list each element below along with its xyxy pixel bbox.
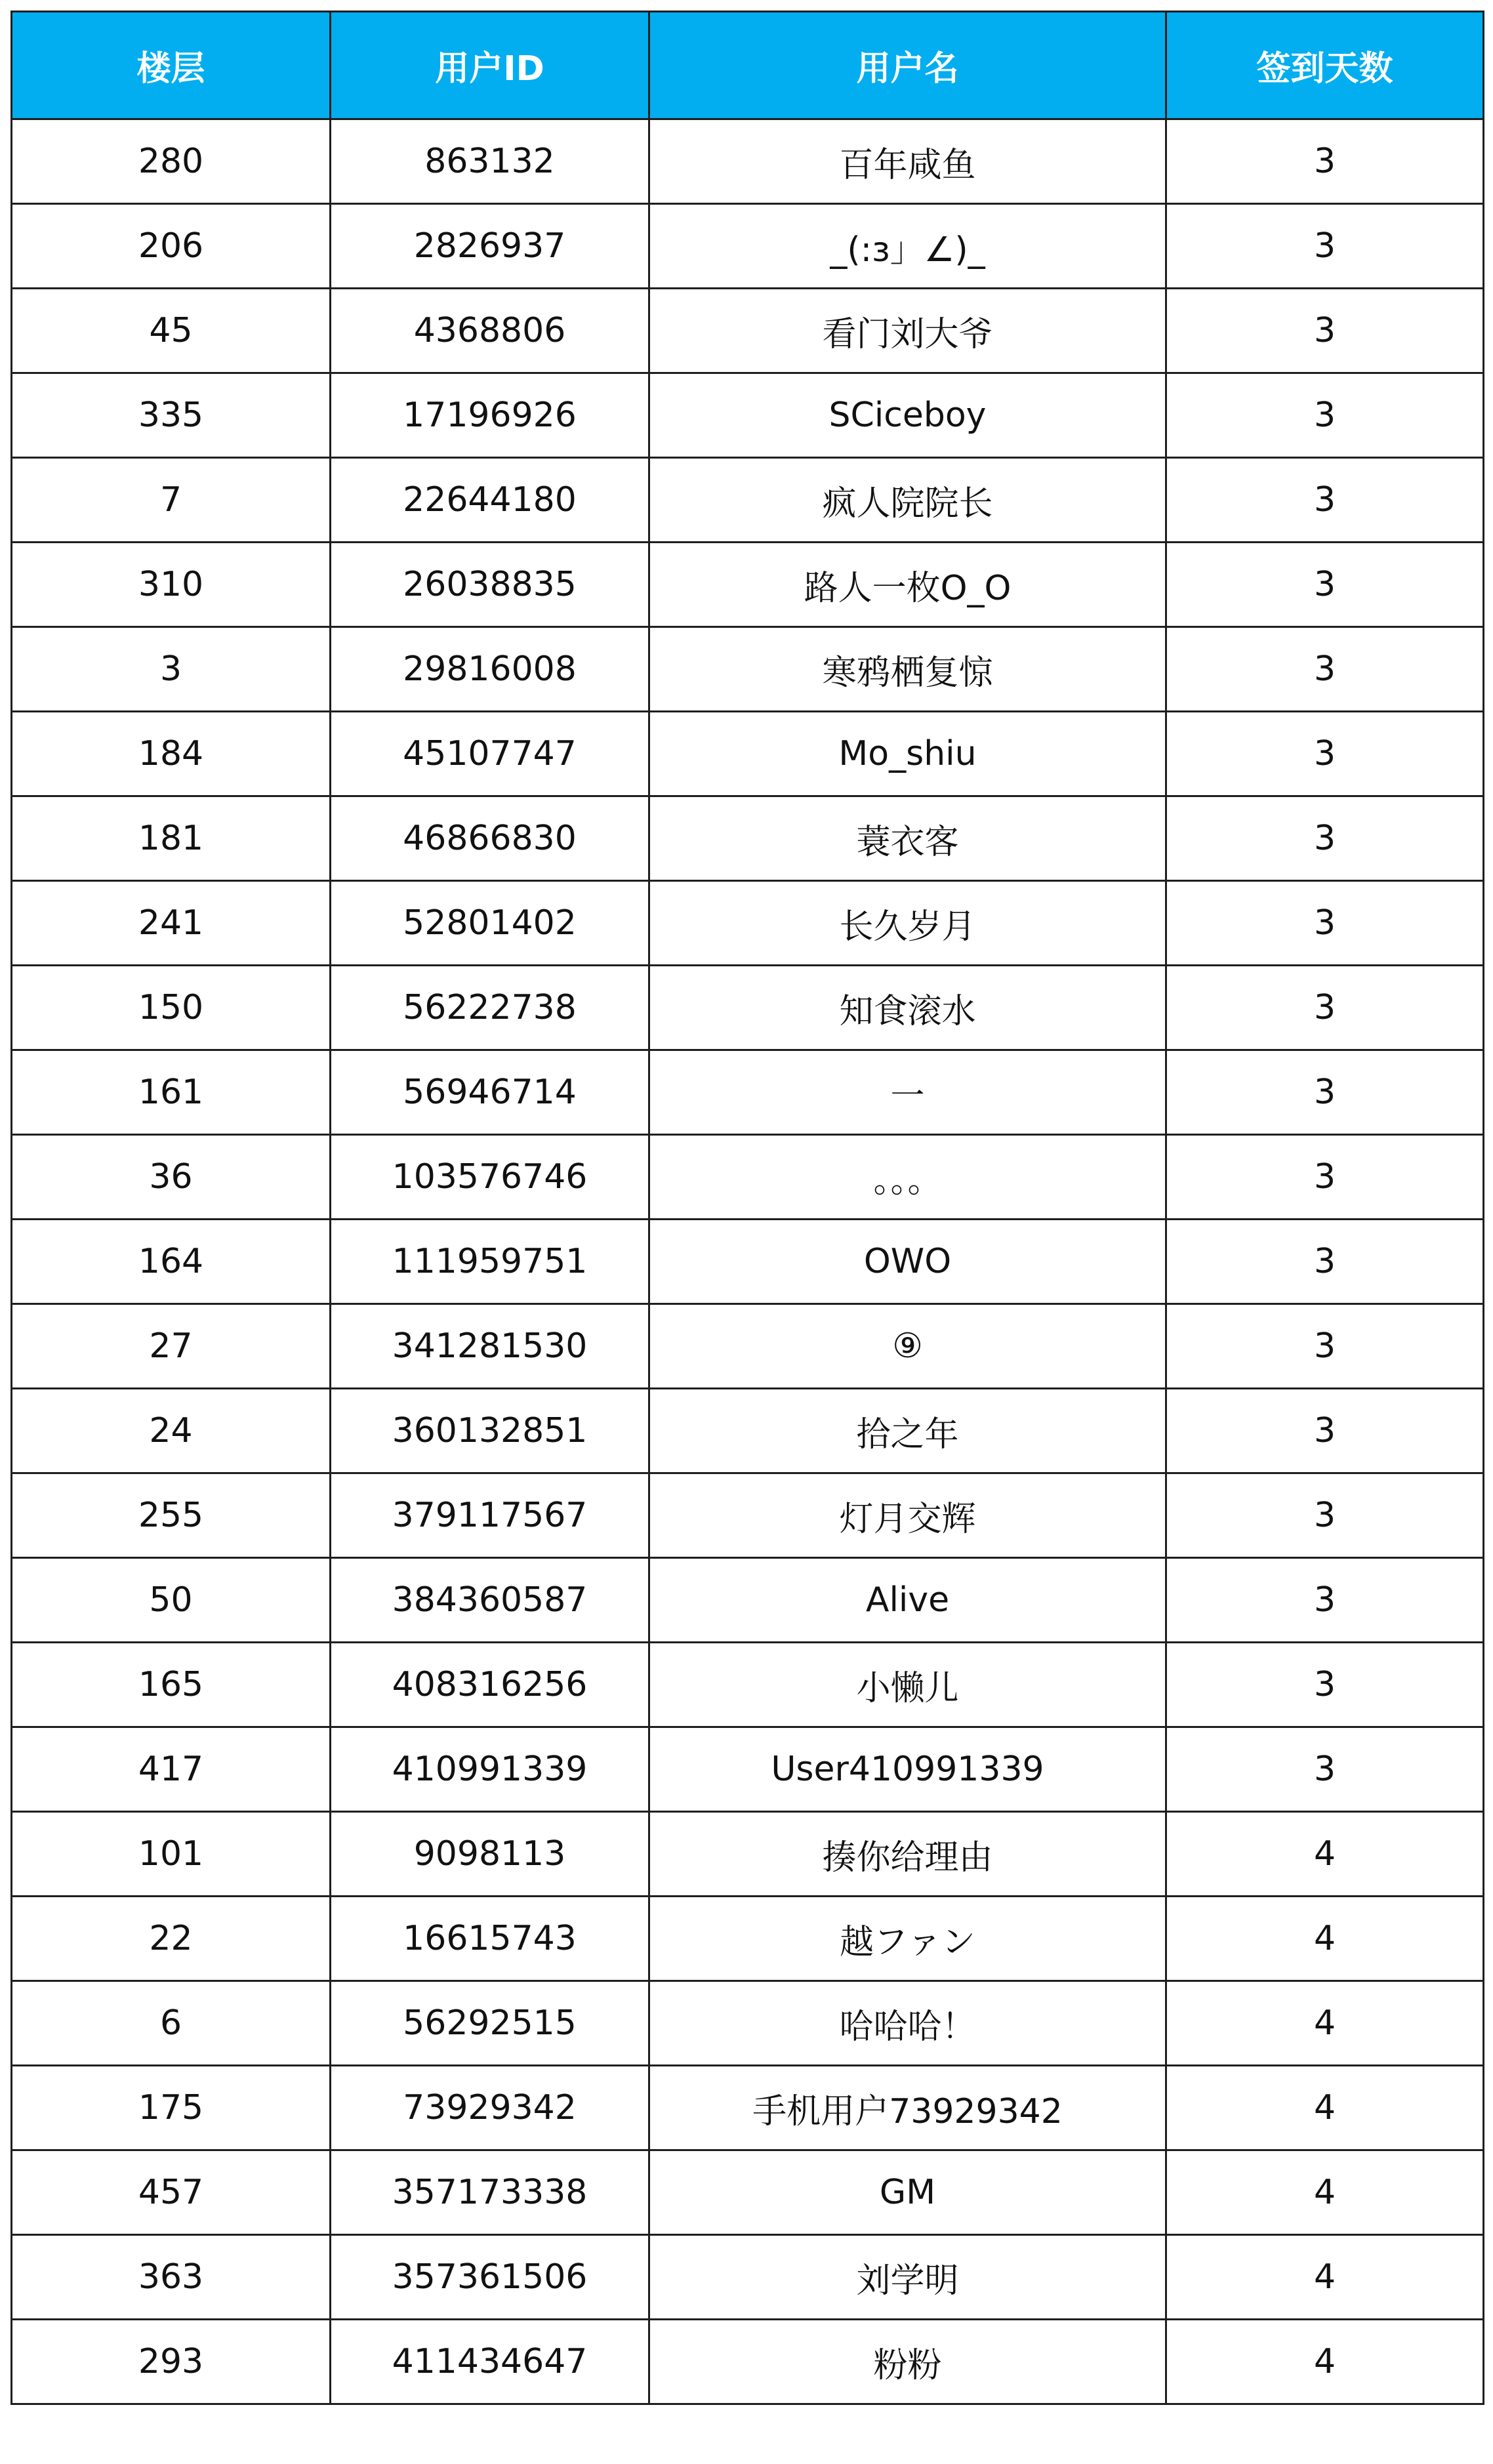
cell-username: SCiceboy [649,373,1166,458]
cell-checkin-days: 3 [1166,1727,1484,1812]
cell-checkin-days: 3 [1166,1473,1484,1558]
header-floor: 楼层 [12,12,331,119]
cell-username: 看门刘大爷 [649,289,1166,373]
cell-floor: 181 [12,796,331,881]
cell-checkin-days: 3 [1166,881,1484,966]
cell-floor: 363 [12,2235,331,2320]
cell-username: 小懒儿 [649,1643,1166,1727]
cell-checkin-days: 3 [1166,1389,1484,1473]
cell-floor: 175 [12,2066,331,2150]
cell-user-id: 56292515 [331,1981,649,2066]
cell-floor: 27 [12,1304,331,1389]
cell-floor: 184 [12,712,331,796]
cell-username: 哈哈哈！ [649,1981,1166,2066]
table-row [12,373,1484,458]
cell-floor: 293 [12,2320,331,2404]
cell-floor: 24 [12,1389,331,1473]
cell-user-id: 411434647 [331,2320,649,2404]
cell-user-id: 52801402 [331,881,649,966]
cell-floor: 310 [12,543,331,627]
cell-user-id: 360132851 [331,1389,649,1473]
table-row [12,1389,1484,1473]
table-row [12,289,1484,373]
cell-user-id: 357173338 [331,2150,649,2235]
cell-floor: 6 [12,1981,331,2066]
cell-username: GM [649,2150,1166,2235]
cell-user-id: 26038835 [331,543,649,627]
cell-floor: 255 [12,1473,331,1558]
table-row [12,458,1484,543]
cell-checkin-days: 3 [1166,373,1484,458]
cell-checkin-days: 3 [1166,796,1484,881]
table-header [12,12,1484,119]
cell-username: 长久岁月 [649,881,1166,966]
cell-username: User410991339 [649,1727,1166,1812]
cell-floor: 335 [12,373,331,458]
cell-user-id: 357361506 [331,2235,649,2320]
cell-checkin-days: 3 [1166,712,1484,796]
table-row [12,1050,1484,1135]
cell-floor: 36 [12,1135,331,1220]
cell-user-id: 9098113 [331,1812,649,1897]
cell-checkin-days: 3 [1166,289,1484,373]
cell-checkin-days: 3 [1166,1050,1484,1135]
cell-user-id: 111959751 [331,1220,649,1304]
table-row [12,119,1484,204]
checkin-table [10,10,1484,2405]
cell-user-id: 103576746 [331,1135,649,1220]
cell-username: 越ファン [649,1897,1166,1981]
cell-checkin-days: 3 [1166,1220,1484,1304]
cell-user-id: 408316256 [331,1643,649,1727]
table-row [12,204,1484,289]
cell-user-id: 73929342 [331,2066,649,2150]
cell-floor: 150 [12,966,331,1050]
cell-checkin-days: 3 [1166,1304,1484,1389]
table-row [12,1981,1484,2066]
cell-floor: 161 [12,1050,331,1135]
table-row [12,543,1484,627]
cell-username: ⑨ [649,1304,1166,1389]
cell-checkin-days: 3 [1166,966,1484,1050]
cell-checkin-days: 4 [1166,2066,1484,2150]
table-row [12,2235,1484,2320]
cell-username: 揍你给理由 [649,1812,1166,1897]
cell-username: 路人一枚O_O [649,543,1166,627]
cell-username: 拾之年 [649,1389,1166,1473]
table-row [12,2150,1484,2235]
cell-checkin-days: 3 [1166,627,1484,712]
cell-floor: 457 [12,2150,331,2235]
cell-username: 刘学明 [649,2235,1166,2320]
cell-username: 寒鸦栖复惊 [649,627,1166,712]
cell-floor: 7 [12,458,331,543]
cell-user-id: 46866830 [331,796,649,881]
cell-user-id: 45107747 [331,712,649,796]
cell-user-id: 56946714 [331,1050,649,1135]
cell-checkin-days: 4 [1166,1981,1484,2066]
table-row [12,627,1484,712]
cell-checkin-days: 4 [1166,1812,1484,1897]
cell-username: 。。。 [649,1135,1166,1220]
table-row [12,1897,1484,1981]
table-row [12,712,1484,796]
cell-floor: 280 [12,119,331,204]
cell-user-id: 863132 [331,119,649,204]
cell-username: OWO [649,1220,1166,1304]
table-row [12,1473,1484,1558]
cell-username: 疯人院院长 [649,458,1166,543]
cell-checkin-days: 3 [1166,458,1484,543]
header-user-id: 用户ID [331,12,649,119]
cell-floor: 3 [12,627,331,712]
cell-username: _(:з」∠)_ [649,204,1166,289]
cell-username: 手机用户73929342 [649,2066,1166,2150]
cell-user-id: 17196926 [331,373,649,458]
cell-floor: 241 [12,881,331,966]
cell-username: Mo_shiu [649,712,1166,796]
cell-username: 蓑衣客 [649,796,1166,881]
table-row [12,796,1484,881]
table-row [12,1812,1484,1897]
cell-username: Alive [649,1558,1166,1643]
cell-username: 知食滚水 [649,966,1166,1050]
cell-user-id: 384360587 [331,1558,649,1643]
cell-floor: 164 [12,1220,331,1304]
cell-username: 粉粉 [649,2320,1166,2404]
cell-floor: 417 [12,1727,331,1812]
cell-user-id: 4368806 [331,289,649,373]
cell-floor: 45 [12,289,331,373]
table-row [12,2320,1484,2404]
table-row [12,1304,1484,1389]
table-row [12,1558,1484,1643]
cell-checkin-days: 3 [1166,543,1484,627]
table-row [12,1727,1484,1812]
cell-user-id: 410991339 [331,1727,649,1812]
header-checkin-days: 签到天数 [1166,12,1484,119]
header-row [12,12,1484,119]
cell-user-id: 379117567 [331,1473,649,1558]
checkin-table-container [10,10,1484,2405]
cell-checkin-days: 3 [1166,204,1484,289]
cell-checkin-days: 3 [1166,1135,1484,1220]
cell-user-id: 341281530 [331,1304,649,1389]
table-row [12,1643,1484,1727]
table-row [12,966,1484,1050]
cell-checkin-days: 4 [1166,1897,1484,1981]
table-row [12,1220,1484,1304]
table-row [12,1135,1484,1220]
cell-username: 灯月交辉 [649,1473,1166,1558]
cell-username: 一 [649,1050,1166,1135]
cell-checkin-days: 4 [1166,2150,1484,2235]
cell-user-id: 22644180 [331,458,649,543]
cell-floor: 22 [12,1897,331,1981]
cell-checkin-days: 3 [1166,119,1484,204]
cell-floor: 101 [12,1812,331,1897]
cell-checkin-days: 4 [1166,2320,1484,2404]
cell-checkin-days: 4 [1166,2235,1484,2320]
header-username: 用户名 [649,12,1166,119]
cell-user-id: 56222738 [331,966,649,1050]
cell-user-id: 29816008 [331,627,649,712]
cell-user-id: 16615743 [331,1897,649,1981]
cell-user-id: 2826937 [331,204,649,289]
table-row [12,2066,1484,2150]
cell-username: 百年咸鱼 [649,119,1166,204]
cell-checkin-days: 3 [1166,1558,1484,1643]
cell-floor: 206 [12,204,331,289]
cell-floor: 50 [12,1558,331,1643]
table-body [12,119,1484,2404]
cell-floor: 165 [12,1643,331,1727]
table-row [12,881,1484,966]
cell-checkin-days: 3 [1166,1643,1484,1727]
